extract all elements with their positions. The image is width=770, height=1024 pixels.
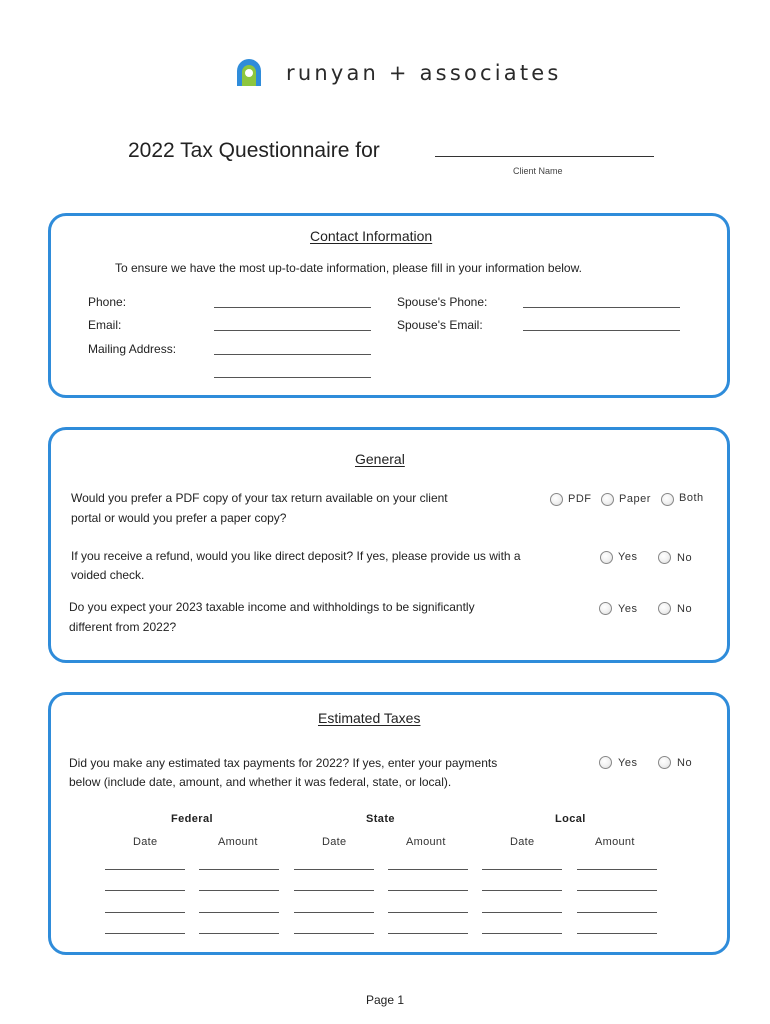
payment-entry-field[interactable] bbox=[294, 869, 374, 870]
local-date-header: Date bbox=[510, 836, 535, 848]
payment-entry-field[interactable] bbox=[105, 869, 185, 870]
estimated-no-radio[interactable] bbox=[658, 756, 671, 769]
client-name-field[interactable] bbox=[435, 156, 654, 157]
local-column-header: Local bbox=[555, 813, 586, 825]
spouse-email-label: Spouse's Email: bbox=[397, 318, 483, 332]
payment-entry-field[interactable] bbox=[388, 890, 468, 891]
payment-entry-field[interactable] bbox=[199, 933, 279, 934]
direct-deposit-question-line1: If you receive a refund, would you like direct deposit? If yes, please provide us with a bbox=[71, 549, 521, 563]
payment-entry-field[interactable] bbox=[577, 890, 657, 891]
pdf-question-line2: portal or would you prefer a paper copy? bbox=[71, 511, 287, 525]
email-label: Email: bbox=[88, 318, 122, 332]
page-title: 2022 Tax Questionnaire for bbox=[128, 139, 380, 162]
direct-deposit-yes-radio[interactable] bbox=[600, 551, 613, 564]
payment-entry-field[interactable] bbox=[482, 933, 562, 934]
both-radio[interactable] bbox=[661, 493, 674, 506]
income-no-label: No bbox=[677, 603, 693, 615]
state-amount-header: Amount bbox=[406, 836, 446, 848]
payment-entry-field[interactable] bbox=[577, 912, 657, 913]
direct-deposit-question-line2: voided check. bbox=[71, 568, 145, 582]
page-number: Page 1 bbox=[366, 993, 405, 1007]
estimated-taxes-section bbox=[48, 692, 730, 955]
estimated-section-title: Estimated Taxes bbox=[318, 710, 421, 726]
contact-information-section bbox=[48, 213, 730, 398]
brand-name: runyan + associates bbox=[286, 61, 562, 85]
income-question-line1: Do you expect your 2023 taxable income and withholdings to be significantly bbox=[69, 600, 475, 614]
direct-deposit-no-radio[interactable] bbox=[658, 551, 671, 564]
payment-entry-field[interactable] bbox=[388, 912, 468, 913]
payment-entry-field[interactable] bbox=[294, 912, 374, 913]
income-yes-radio[interactable] bbox=[599, 602, 612, 615]
company-logo bbox=[234, 58, 562, 88]
payment-entry-field[interactable] bbox=[577, 933, 657, 934]
payment-entry-field[interactable] bbox=[388, 869, 468, 870]
payment-entry-field[interactable] bbox=[105, 890, 185, 891]
estimated-yes-label: Yes bbox=[618, 757, 638, 769]
client-name-caption: Client Name bbox=[513, 166, 563, 176]
paper-radio[interactable] bbox=[601, 493, 614, 506]
payment-entry-field[interactable] bbox=[105, 933, 185, 934]
mailing-address-line2[interactable] bbox=[214, 377, 371, 378]
spouse-phone-label: Spouse's Phone: bbox=[397, 295, 488, 309]
local-amount-header: Amount bbox=[595, 836, 635, 848]
payment-entry-field[interactable] bbox=[199, 912, 279, 913]
estimated-question-line2: below (include date, amount, and whether it was federal, state, or local). bbox=[69, 775, 452, 789]
payment-entry-field[interactable] bbox=[199, 869, 279, 870]
runyan-logo-icon bbox=[234, 58, 264, 88]
contact-intro: To ensure we have the most up-to-date information, please fill in your information below. bbox=[115, 261, 582, 275]
pdf-radio-label: PDF bbox=[568, 493, 592, 505]
payment-entry-field[interactable] bbox=[577, 869, 657, 870]
payment-entry-field[interactable] bbox=[482, 912, 562, 913]
contact-section-title: Contact Information bbox=[310, 228, 433, 244]
income-yes-label: Yes bbox=[618, 603, 638, 615]
email-field[interactable] bbox=[214, 330, 371, 331]
payment-entry-field[interactable] bbox=[482, 890, 562, 891]
state-date-header: Date bbox=[322, 836, 347, 848]
general-section bbox=[48, 427, 730, 663]
federal-date-header: Date bbox=[133, 836, 158, 848]
federal-column-header: Federal bbox=[171, 813, 213, 825]
income-question-line2: different from 2022? bbox=[69, 620, 177, 634]
spouse-phone-field[interactable] bbox=[523, 307, 680, 308]
phone-label: Phone: bbox=[88, 295, 127, 309]
direct-deposit-yes-label: Yes bbox=[618, 551, 638, 563]
payment-entry-field[interactable] bbox=[294, 933, 374, 934]
estimated-question-line1: Did you make any estimated tax payments for 2022? If yes, enter your payments bbox=[69, 756, 498, 770]
mailing-address-label: Mailing Address: bbox=[88, 342, 177, 356]
both-radio-label: Both bbox=[679, 492, 704, 504]
payment-entry-field[interactable] bbox=[388, 933, 468, 934]
phone-field[interactable] bbox=[214, 307, 371, 308]
payment-entry-field[interactable] bbox=[199, 890, 279, 891]
income-no-radio[interactable] bbox=[658, 602, 671, 615]
state-column-header: State bbox=[366, 813, 395, 825]
estimated-yes-radio[interactable] bbox=[599, 756, 612, 769]
mailing-address-line1[interactable] bbox=[214, 354, 371, 355]
paper-radio-label: Paper bbox=[619, 493, 651, 505]
federal-amount-header: Amount bbox=[218, 836, 258, 848]
payment-entry-field[interactable] bbox=[105, 912, 185, 913]
general-section-title: General bbox=[355, 451, 405, 467]
payment-entry-field[interactable] bbox=[482, 869, 562, 870]
pdf-question-line1: Would you prefer a PDF copy of your tax return available on your client bbox=[71, 491, 448, 505]
pdf-radio[interactable] bbox=[550, 493, 563, 506]
spouse-email-field[interactable] bbox=[523, 330, 680, 331]
estimated-no-label: No bbox=[677, 757, 693, 769]
direct-deposit-no-label: No bbox=[677, 552, 693, 564]
payment-entry-field[interactable] bbox=[294, 890, 374, 891]
